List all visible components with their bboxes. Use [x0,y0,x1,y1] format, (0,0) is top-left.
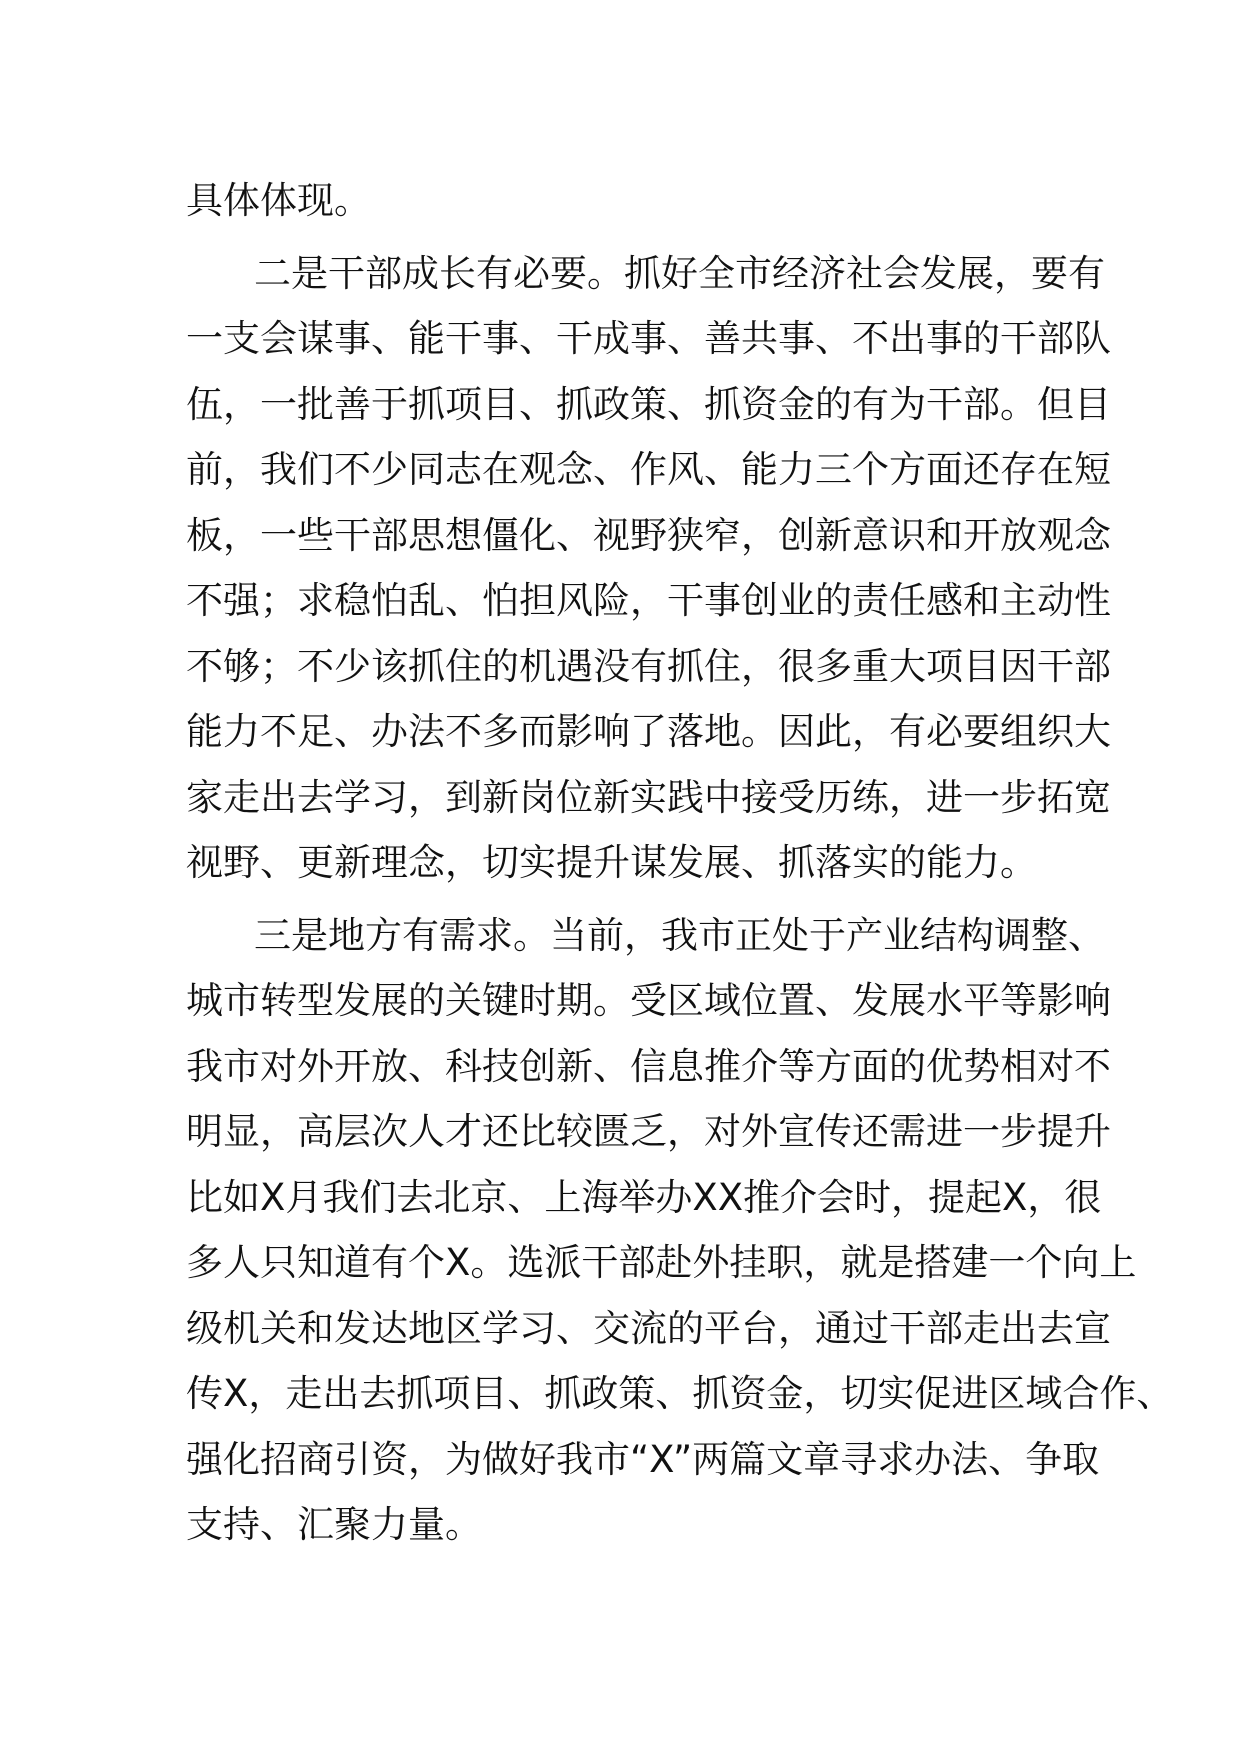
text-line: 支持、汇聚力量。 [186,1503,482,1546]
text-line: 不强；求稳怕乱、怕担风险，干事创业的责任感和主动性 [186,579,1111,622]
text-line: 伍，一批善于抓项目、抓政策、抓资金的有为干部。但目 [186,382,1111,426]
text-line: 城市转型发展的关键时期。受区域位置、发展水平等影响 [186,979,1111,1022]
text-line: 二是干部成长有必要。抓好全市经济社会发展，要有 [254,251,1105,295]
body-text [186,168,1174,1558]
paragraph-continuation [186,168,1066,234]
text-line: 一支会谋事、能干事、干成事、善共事、不出事的干部队 [186,317,1111,360]
text-line: 明显，高层次人才还比较匮乏，对外宣传还需进一步提升 [186,1110,1111,1153]
text-line: 强化招商引资，为做好我市“X”两篇文章寻求办法、争取 [186,1437,1100,1481]
text-line: 视野、更新理念，切实提升谋发展、抓落实的能力。 [186,841,1037,884]
paragraph-local-demand [186,903,1174,1558]
text-line: 级机关和发达地区学习、交流的平台，通过干部走出去宣 [186,1306,1111,1350]
text-line: 具体体现。 [186,179,371,222]
text-line: 能力不足、办法不多而影响了落地。因此，有必要组织大 [186,710,1111,753]
text-line: 家走出去学习，到新岗位新实践中接受历练，进一步拓宽 [186,775,1111,819]
text-line: 我市对外开放、科技创新、信息推介等方面的优势相对不 [186,1044,1111,1088]
text-line: 三是地方有需求。当前，我市正处于产业结构调整、 [254,913,1105,957]
text-line: 前，我们不少同志在观念、作风、能力三个方面还存在短 [186,448,1111,491]
text-line: 传X，走出去抓项目、抓政策、抓资金，切实促进区域合作、 [186,1372,1174,1415]
paragraph-cadre-growth [186,241,1111,896]
text-line: 板，一些干部思想僵化、视野狭窄，创新意识和开放观念 [186,513,1111,557]
text-line: 不够；不少该抓住的机遇没有抓住，很多重大项目因干部 [186,644,1111,688]
text-line: 比如X月我们去北京、上海举办XX推介会时，提起X，很 [186,1175,1102,1219]
text-line: 多人只知道有个X。选派干部赴外挂职，就是搭建一个向上 [186,1241,1137,1284]
